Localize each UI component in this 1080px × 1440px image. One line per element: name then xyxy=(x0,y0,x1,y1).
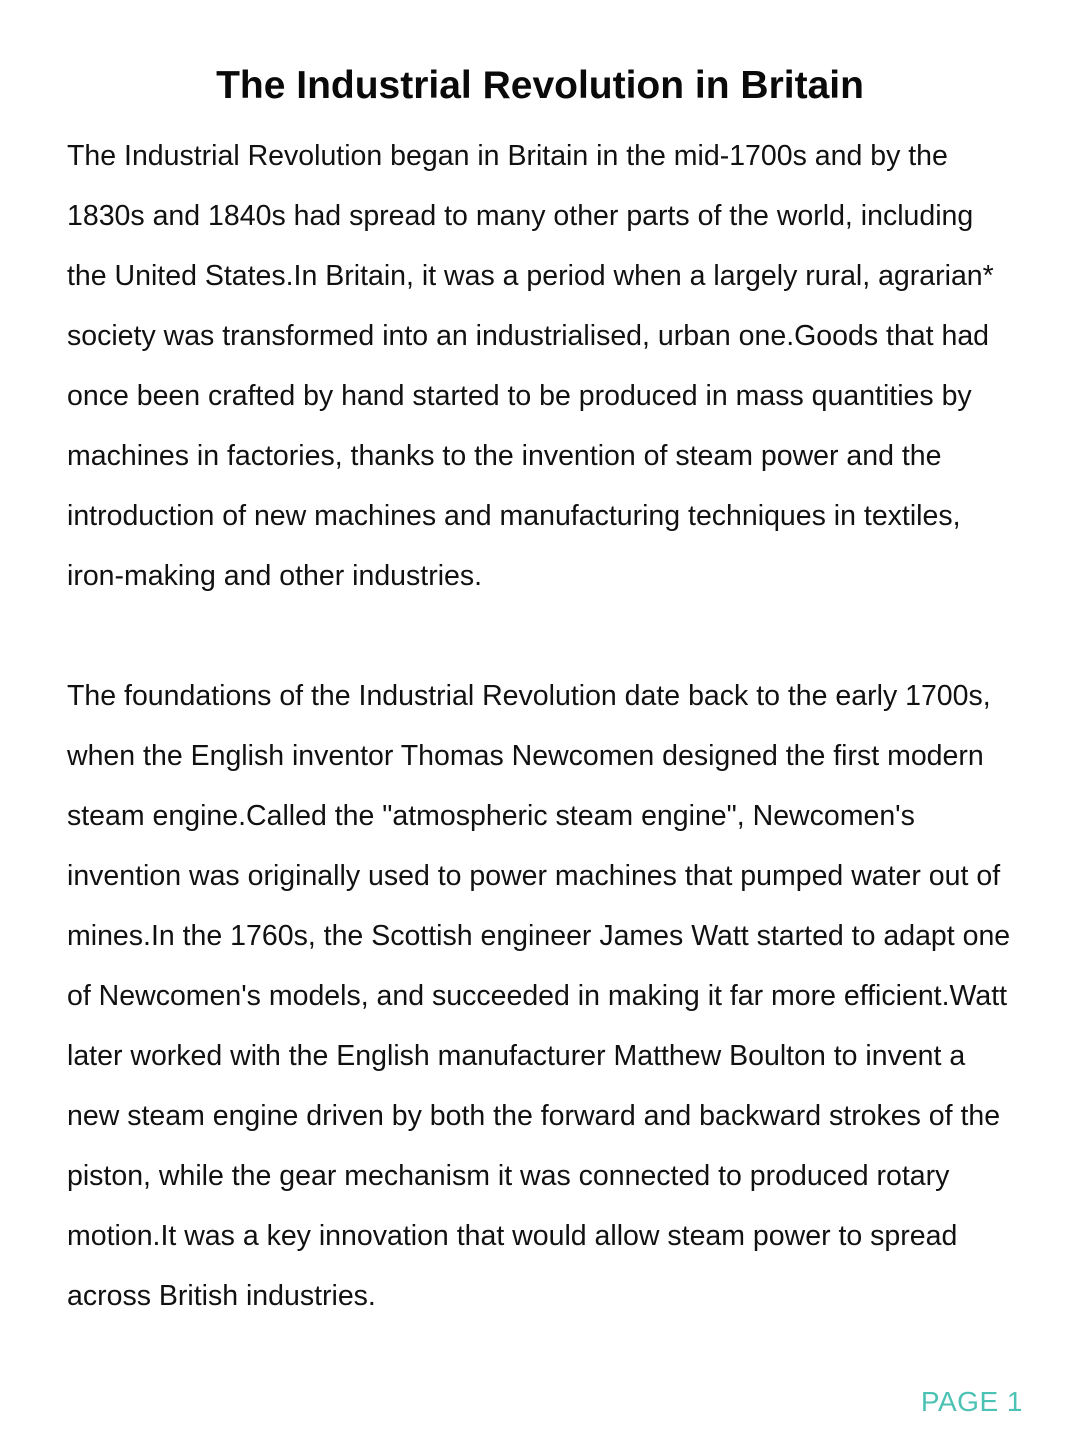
paragraph-2: The foundations of the Industrial Revolution date back to the early 1700s, when the English inventor Thomas Newcomen designed the first modern steam engine.Called the "atmospheric steam engine", Newcomen's invention was originally used to power machines that pumped water out of mines.In the 1760s, the Scottish engineer James Watt started to adapt one of Newcomen's models, and succeeded in making it far more efficient.Watt later worked with the English manufacturer Matthew Boulton to invent a new steam engine driven by both the forward and backward strokes of the piston, while the gear mechanism it was connected to produced rotary motion.It was a key innovation that would allow steam power to spread across British industries. xyxy=(67,680,1011,1312)
page-title: The Industrial Revolution in Britain xyxy=(216,64,864,107)
paragraph-1: The Industrial Revolution began in Britain in the mid-1700s and by the 1830s and 1840s had spread to many other parts of the world, including the United States.In Britain, it was a period when a largely rural, agrarian* society was transformed into an industrialised, urban one.Goods that had once been crafted by hand started to be produced in mass quantities by machines in factories, thanks to the invention of steam power and the introduction of new machines and manufacturing techniques in textiles, iron-making and other industries. xyxy=(67,140,994,592)
page-number: PAGE 1 xyxy=(920,1386,1023,1417)
